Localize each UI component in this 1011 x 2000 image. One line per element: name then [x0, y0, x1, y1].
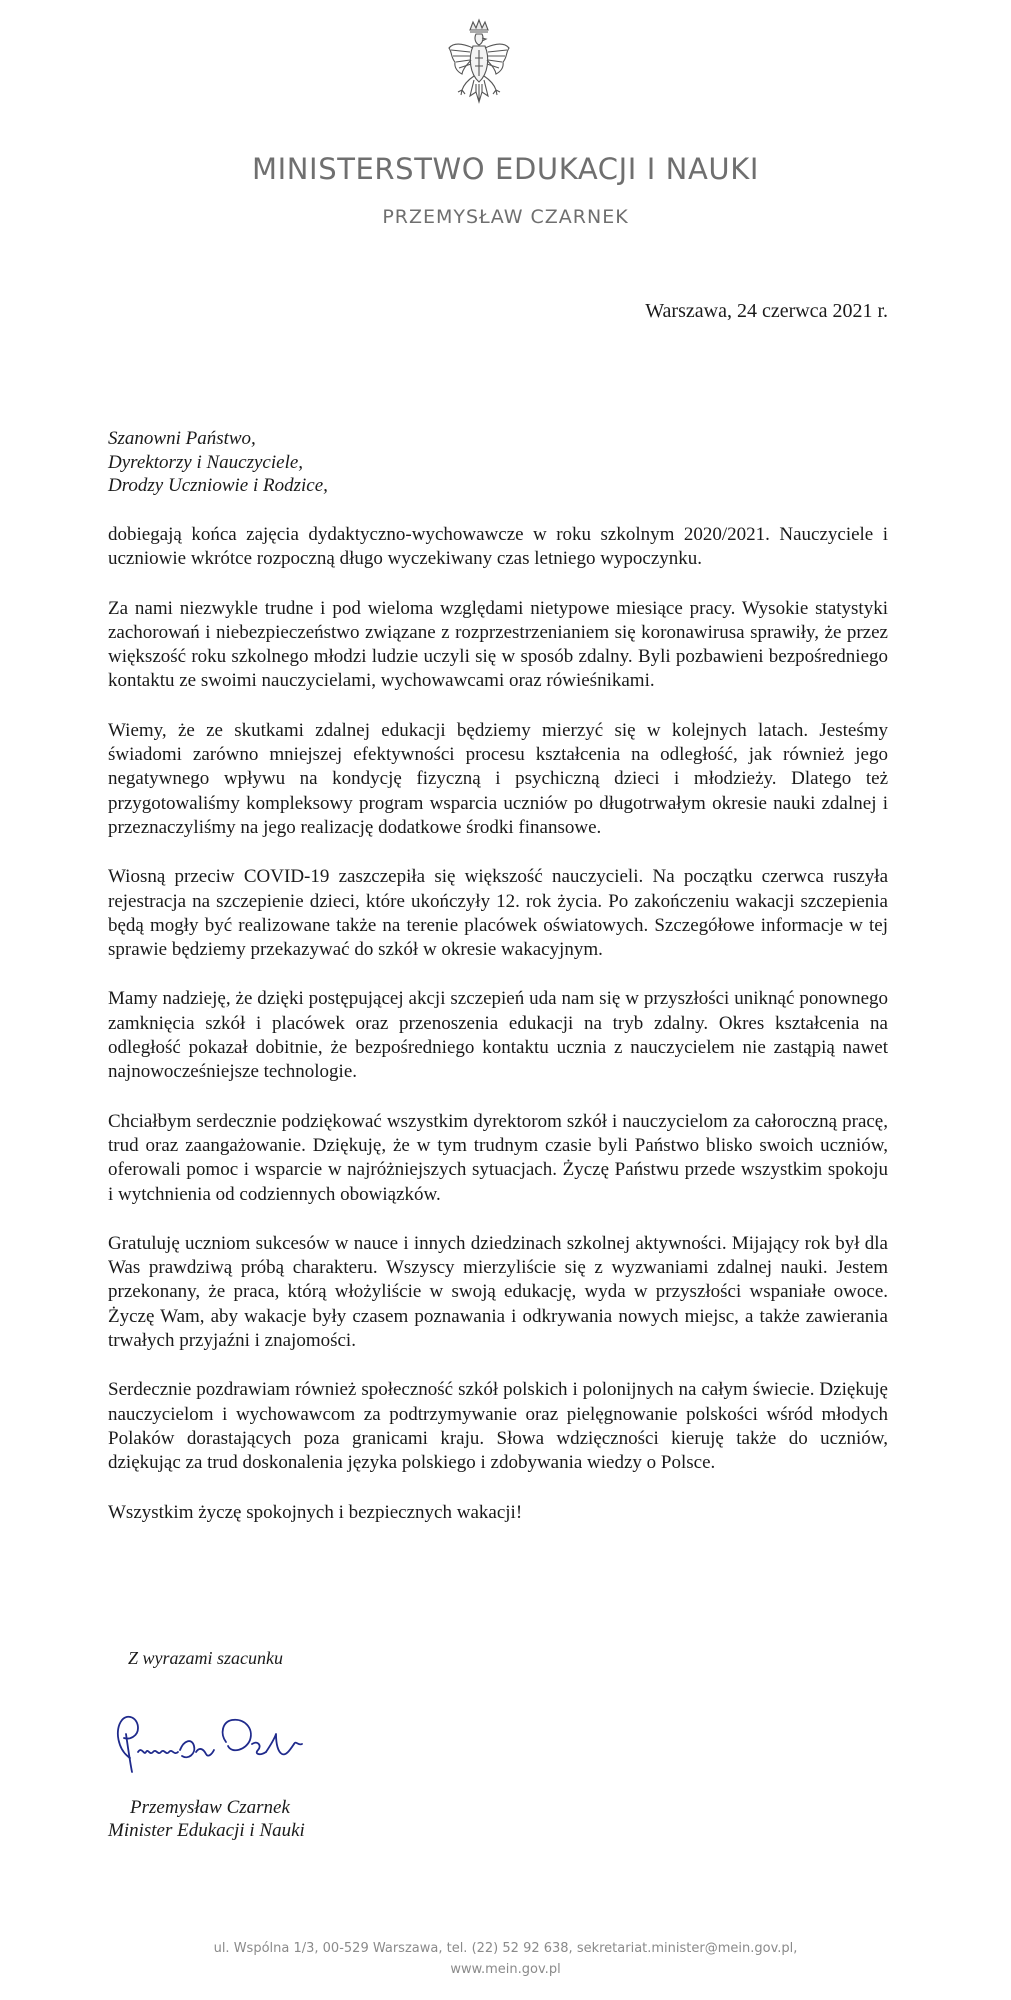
body-paragraph: Wszystkim życzę spokojnych i bezpiecznych wakacji! — [108, 1501, 523, 1523]
polish-eagle-emblem-icon — [446, 18, 512, 118]
signer-title: Minister Edukacji i Nauki — [108, 1820, 305, 1841]
body-paragraph: Za nami niezwykle trudne i pod wieloma względami nietypowe miesiące pracy. Wysokie statystyki zachorowań i niebezpieczeństwo związane z rozprzestrzenianiem się koronawirusa sprawiły, że przez większość roku szkolnego młodzi ludzie uczyli się w sposób zdalny. Byli pozbawieni bezpośredniego kontaktu ze swoimi nauczycielami, wychowawcami oraz rówieśnikami. — [108, 597, 888, 692]
body-paragraph: Mamy nadzieję, że dzięki postępującej akcji szczepień uda nam się w przyszłości uniknąć ponownego zamknięcia szkół i placówek oraz przenoszenia edukacji na tryb zdalny. Okres kształcenia na odległość pokazał dobitnie, że bezpośredniego kontaktu ucznia z nauczycielem nie zastąpią nawet najnowocześniejsze technologie. — [108, 988, 888, 1083]
signer-block — [108, 1796, 305, 1842]
closing-phrase: Z wyrazami szacunku — [128, 1648, 284, 1668]
body-paragraph: Wiemy, że ze skutkami zdalnej edukacji będziemy mierzyć się w kolejnych latach. Jesteśmy świadomi zarówno mniejszej efektywności procesu kształcenia na odległość, jak również jego negatywnego wpływu na kondycję fizyczną i psychiczną dzieci i młodzieży. Dlatego też przygotowaliśmy kompleksowy program wsparcia uczniów po długotrwałym okresie nauki zdalnej i przeznaczyliśmy na jego realizację dodatkowe środki finansowe. — [108, 719, 888, 838]
footer-address: ul. Wspólna 1/3, 00-529 Warszawa, tel. (22) 52 92 638, sekretariat.minister@mein.gov.pl, — [213, 1941, 798, 1956]
signer-name: Przemysław Czarnek — [130, 1797, 290, 1818]
footer-contact — [0, 1938, 1011, 1980]
body-paragraph: Wiosną przeciw COVID-19 zaszczepiła się większość nauczycieli. Na początku czerwca ruszyła rejestracja na szczepienie dzieci, które ukończyły 12. rok życia. Po zakończeniu wakacji szczepienia będą mogły być realizowane także na terenie placówek oświatowych. Szczegółowe informacje w tej sprawie będziemy przekazywać do szkół w okresie wakacyjnym. — [108, 866, 888, 961]
minister-header-name: PRZEMYSŁAW CZARNEK — [382, 206, 629, 228]
salutation — [108, 427, 328, 498]
letter-body — [108, 523, 888, 1525]
salutation-line: Szanowni Państwo, — [108, 428, 256, 449]
letter-date: Warszawa, 24 czerwca 2021 r. — [645, 300, 888, 322]
salutation-line: Dyrektorzy i Nauczyciele, — [108, 451, 304, 473]
body-paragraph: Gratuluję uczniom sukcesów w nauce i innych dziedzinach szkolnej aktywności. Mijający rok był dla Was prawdziwą próbą charakteru. Wszyscy mierzyliście się z wyzwaniami zdalnej nauki. Jestem przekonany, że praca, którą włożyliście w swoją edukację, wyda w przyszłości wspaniałe owoce. Życzę Wam, aby wakacje były czasem poznawania i odkrywania nowych miejsc, a także zawierania trwałych przyjaźni i znajomości. — [108, 1232, 888, 1352]
body-paragraph: dobiegają końca zajęcia dydaktyczno-wychowawcze w roku szkolnym 2020/2021. Nauczyciele i uczniowie wkrótce rozpoczną długo wyczekiwany czas letniego wypoczynku. — [108, 524, 888, 570]
salutation-line: Drodzy Uczniowie i Rodzice, — [108, 475, 328, 496]
ministry-name: MINISTERSTWO EDUKACJI I NAUKI — [251, 152, 760, 186]
handwritten-signature-icon — [108, 1700, 323, 1785]
body-paragraph: Serdecznie pozdrawiam również społeczność szkół polskich i polonijnych na całym świecie. Dziękuję nauczycielom i wychowawcom za podtrzymywanie oraz pielęgnowanie polskości wśród młodych Polaków dorastających poza granicami kraju. Słowa wdzięczności kieruję także do uczniów, dziękując za trud doskonalenia języka polskiego i zdobywania wiedzy o Polsce. — [108, 1379, 888, 1474]
footer-website: www.mein.gov.pl — [450, 1962, 561, 1977]
body-paragraph: Chciałbym serdecznie podziękować wszystkim dyrektorom szkół i nauczycielom za całoroczną pracę, trud oraz zaangażowanie. Dziękuję, że w tym trudnym czasie byli Państwo blisko swoich uczniów, oferowali pomoc i wsparcie w najróżniejszych sytuacjach. Życzę Państwu przede wszystkim spokoju i wytchnienia od codziennych obowiązków. — [108, 1110, 888, 1205]
